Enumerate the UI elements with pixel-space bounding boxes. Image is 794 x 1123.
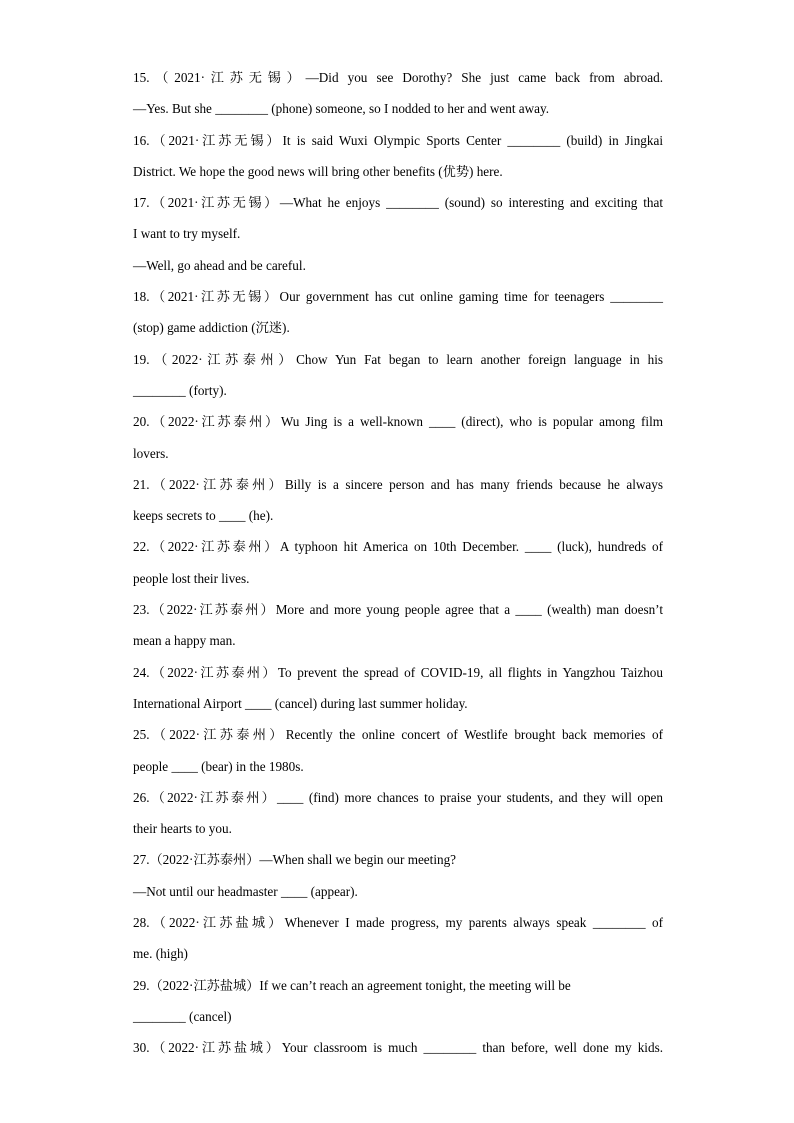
question-line: 18.（2021·江苏无锡）Our government has cut online gaming time for teenagers ________ bbox=[133, 289, 663, 305]
question-26 bbox=[133, 782, 663, 845]
question-25 bbox=[133, 719, 663, 782]
question-23 bbox=[133, 594, 663, 657]
question-line: 23.（2022·江苏泰州）More and more young people agree that a ____ (wealth) man doesn’t bbox=[133, 602, 663, 618]
question-18 bbox=[133, 281, 663, 344]
question-line: (stop) game addiction (沉迷). bbox=[133, 320, 290, 336]
question-line: 29.（2022·江苏盐城）If we can’t reach an agreement tonight, the meeting will be bbox=[133, 977, 571, 993]
question-line: —Well, go ahead and be careful. bbox=[133, 257, 306, 273]
question-22 bbox=[133, 531, 663, 594]
question-line: keeps secrets to ____ (he). bbox=[133, 508, 274, 524]
question-line: ________ (forty). bbox=[133, 382, 227, 398]
question-line: mean a happy man. bbox=[133, 633, 236, 649]
question-20 bbox=[133, 406, 663, 469]
question-29 bbox=[133, 970, 663, 1033]
question-line: people lost their lives. bbox=[133, 570, 250, 586]
question-line: 16.（2021·江苏无锡）It is said Wuxi Olympic Sports Center ________ (build) in Jingkai bbox=[133, 132, 663, 148]
question-line: ________ (cancel) bbox=[133, 1008, 232, 1024]
question-15 bbox=[133, 62, 663, 125]
question-line: 30.（2022·江苏盐城）Your classroom is much ________ than before, well done my kids. bbox=[133, 1040, 663, 1056]
question-line: me. (high) bbox=[133, 946, 188, 962]
question-line: 21.（2022·江苏泰州）Billy is a sincere person and has many friends because he always bbox=[133, 476, 663, 492]
question-line: —Yes. But she ________ (phone) someone, so I nodded to her and went away. bbox=[133, 101, 550, 117]
question-line: 20.（2022·江苏泰州）Wu Jing is a well-known ____ (direct), who is popular among film bbox=[133, 414, 663, 430]
question-17 bbox=[133, 187, 663, 281]
question-30 bbox=[133, 1032, 663, 1063]
question-19 bbox=[133, 344, 663, 407]
question-line: people ____ (bear) in the 1980s. bbox=[133, 758, 304, 774]
question-line: 17.（2021·江苏无锡）—What he enjoys ________ (sound) so interesting and exciting that bbox=[133, 195, 663, 211]
question-line: their hearts to you. bbox=[133, 821, 232, 837]
question-line: District. We hope the good news will bring other benefits (优势) here. bbox=[133, 163, 503, 179]
question-line: 28.（2022·江苏盐城）Whenever I made progress, my parents always speak ________ of bbox=[133, 915, 663, 931]
question-line: lovers. bbox=[133, 445, 169, 461]
question-line: 24.（2022·江苏泰州）To prevent the spread of COVID-19, all flights in Yangzhou Taizhou bbox=[133, 664, 663, 680]
question-28 bbox=[133, 907, 663, 970]
question-line: International Airport ____ (cancel) during last summer holiday. bbox=[133, 695, 468, 711]
question-24 bbox=[133, 657, 663, 720]
question-27 bbox=[133, 844, 663, 907]
question-line: —Not until our headmaster ____ (appear). bbox=[133, 883, 358, 899]
question-line: 15.（2021·江苏无锡）—Did you see Dorothy? She just came back from abroad. bbox=[133, 70, 663, 85]
question-line: 26.（2022·江苏泰州）____ (find) more chances to praise your students, and they will open bbox=[133, 789, 663, 805]
question-21 bbox=[133, 469, 663, 532]
question-line: 25.（2022·江苏泰州）Recently the online concert of Westlife brought back memories of bbox=[133, 727, 663, 743]
question-16 bbox=[133, 125, 663, 188]
question-line: 19.（2022·江苏泰州）Chow Yun Fat began to learn another foreign language in his bbox=[133, 351, 663, 367]
question-line: 22.（2022·江苏泰州）A typhoon hit America on 10th December. ____ (luck), hundreds of bbox=[133, 539, 663, 555]
question-list bbox=[133, 62, 663, 1064]
question-line: 27.（2022·江苏泰州）—When shall we begin our meeting? bbox=[133, 852, 457, 868]
question-line: I want to try myself. bbox=[133, 226, 241, 242]
